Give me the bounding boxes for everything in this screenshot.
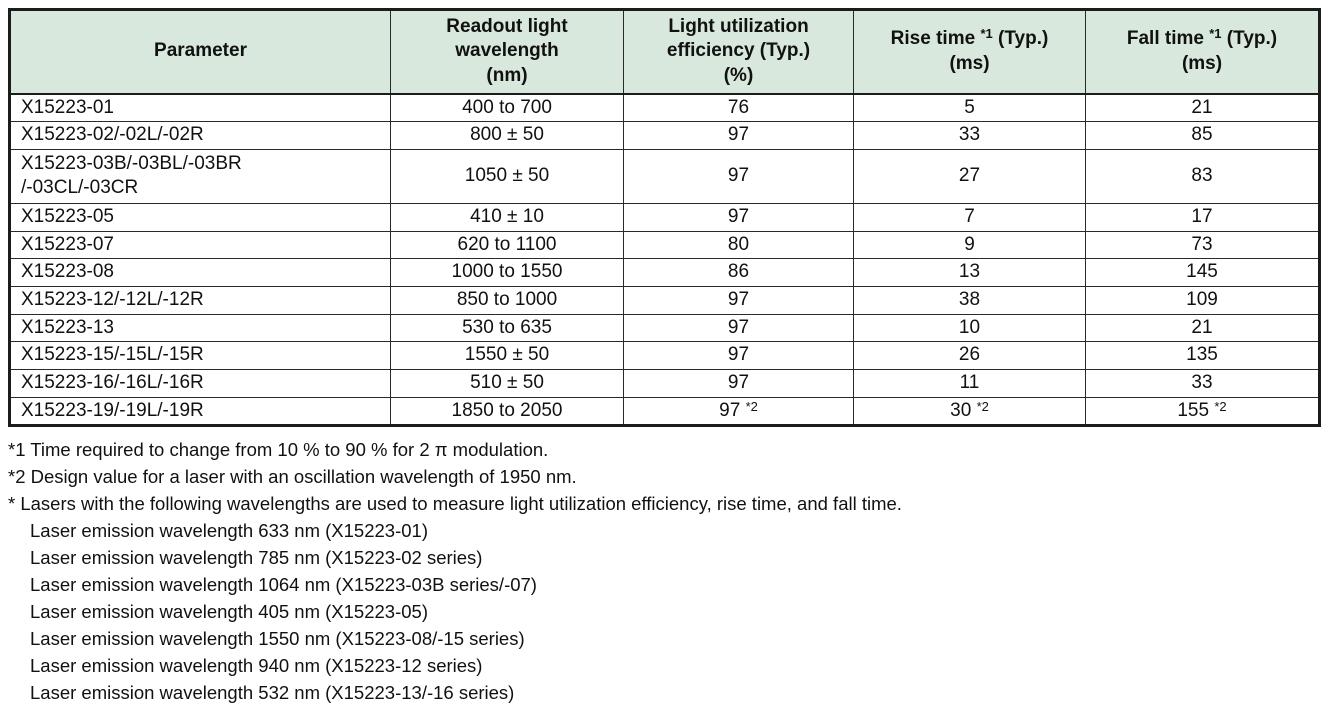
- footnote-marker: *1: [1209, 26, 1222, 42]
- footnote-marker: *1: [980, 26, 993, 42]
- cell-fall: 73: [1086, 231, 1320, 259]
- cell-efficiency: 97: [624, 122, 854, 150]
- laser-note-line: Laser emission wavelength 785 nm (X15223-02 series): [30, 547, 483, 569]
- cell-wavelength: 1000 to 1550: [391, 259, 624, 287]
- cell-parameter: X15223-05: [10, 203, 391, 231]
- cell-fall: 17: [1086, 203, 1320, 231]
- table-row: [10, 314, 1320, 342]
- cell-wavelength: 510 ± 50: [391, 370, 624, 398]
- header-col-rise-time: Rise time $^{*1}$ (Typ.) (ms): [854, 10, 1086, 94]
- cell-fall: 83: [1086, 149, 1320, 203]
- cell-rise: 10: [854, 314, 1086, 342]
- footnote-line: * Lasers with the following wavelengths are used to measure light utilization efficiency, rise time, and fall time.: [8, 493, 902, 515]
- cell-efficiency: 97 $^{*2}$: [624, 397, 854, 426]
- footnote-line: *2 Design value for a laser with an oscillation wavelength of 1950 nm.: [8, 466, 577, 488]
- cell-efficiency: 97: [624, 286, 854, 314]
- spec-table: [8, 8, 1321, 427]
- header-row: [10, 10, 1320, 94]
- laser-note-line: Laser emission wavelength 633 nm (X15223-01): [30, 520, 428, 542]
- footnotes: [8, 436, 1320, 706]
- cell-rise: 11: [854, 370, 1086, 398]
- cell-fall: 33: [1086, 370, 1320, 398]
- cell-parameter: X15223-03B/-03BL/-03BR /-03CL/-03CR: [10, 149, 391, 203]
- header-col-wavelength: Readout light wavelength (nm): [391, 10, 624, 94]
- laser-note-line: Laser emission wavelength 532 nm (X15223-13/-16 series): [30, 682, 515, 704]
- cell-rise: 13: [854, 259, 1086, 287]
- table-row: [10, 397, 1320, 426]
- cell-wavelength: 530 to 635: [391, 314, 624, 342]
- cell-efficiency: 80: [624, 231, 854, 259]
- cell-wavelength: 850 to 1000: [391, 286, 624, 314]
- cell-efficiency: 76: [624, 94, 854, 122]
- cell-efficiency: 97: [624, 370, 854, 398]
- header-col-fall-time: Fall time $^{*1}$ (Typ.) (ms): [1086, 10, 1320, 94]
- cell-wavelength: 620 to 1100: [391, 231, 624, 259]
- laser-note-line: Laser emission wavelength 1550 nm (X15223-08/-15 series): [30, 628, 525, 650]
- table-row: [10, 370, 1320, 398]
- footnote-marker: *2: [745, 398, 758, 414]
- cell-fall: 21: [1086, 314, 1320, 342]
- cell-parameter: X15223-13: [10, 314, 391, 342]
- footnote-line: *1 Time required to change from 10 % to 90 % for 2 π modulation.: [8, 439, 549, 461]
- cell-parameter: X15223-01: [10, 94, 391, 122]
- laser-note-list: [8, 517, 1320, 706]
- header-col-efficiency: Light utilization efficiency (Typ.) (%): [624, 10, 854, 94]
- cell-parameter: X15223-07: [10, 231, 391, 259]
- table-row: [10, 231, 1320, 259]
- cell-fall: 21: [1086, 94, 1320, 122]
- spec-table-header: [10, 10, 1320, 94]
- table-row: [10, 94, 1320, 122]
- footnote-list: [8, 436, 1320, 517]
- cell-fall: 109: [1086, 286, 1320, 314]
- cell-rise: 33: [854, 122, 1086, 150]
- cell-wavelength: 800 ± 50: [391, 122, 624, 150]
- cell-wavelength: 1550 ± 50: [391, 342, 624, 370]
- cell-wavelength: 1050 ± 50: [391, 149, 624, 203]
- cell-wavelength: 410 ± 10: [391, 203, 624, 231]
- laser-note-line: Laser emission wavelength 940 nm (X15223-12 series): [30, 655, 483, 677]
- table-row: [10, 122, 1320, 150]
- cell-parameter: X15223-02/-02L/-02R: [10, 122, 391, 150]
- cell-parameter: X15223-19/-19L/-19R: [10, 397, 391, 426]
- laser-note-line: Laser emission wavelength 405 nm (X15223-05): [30, 601, 428, 623]
- cell-efficiency: 86: [624, 259, 854, 287]
- table-row: [10, 259, 1320, 287]
- cell-efficiency: 97: [624, 314, 854, 342]
- cell-efficiency: 97: [624, 149, 854, 203]
- cell-rise: 5: [854, 94, 1086, 122]
- cell-fall: 85: [1086, 122, 1320, 150]
- cell-fall: 145: [1086, 259, 1320, 287]
- cell-rise: 7: [854, 203, 1086, 231]
- table-row: [10, 286, 1320, 314]
- cell-efficiency: 97: [624, 342, 854, 370]
- header-col-parameter: Parameter: [10, 10, 391, 94]
- table-row: [10, 149, 1320, 203]
- cell-fall: 155 $^{*2}$: [1086, 397, 1320, 426]
- cell-efficiency: 97: [624, 203, 854, 231]
- cell-fall: 135: [1086, 342, 1320, 370]
- cell-parameter: X15223-16/-16L/-16R: [10, 370, 391, 398]
- cell-rise: 26: [854, 342, 1086, 370]
- cell-rise: 30 $^{*2}$: [854, 397, 1086, 426]
- laser-note-line: Laser emission wavelength 1064 nm (X15223-03B series/-07): [30, 574, 537, 596]
- footnote-marker: *2: [976, 398, 989, 414]
- cell-rise: 27: [854, 149, 1086, 203]
- table-row: [10, 203, 1320, 231]
- cell-wavelength: 400 to 700: [391, 94, 624, 122]
- cell-rise: 9: [854, 231, 1086, 259]
- cell-parameter: X15223-15/-15L/-15R: [10, 342, 391, 370]
- cell-parameter: X15223-08: [10, 259, 391, 287]
- spec-table-body: [10, 94, 1320, 426]
- cell-wavelength: 1850 to 2050: [391, 397, 624, 426]
- cell-rise: 38: [854, 286, 1086, 314]
- cell-parameter: X15223-12/-12L/-12R: [10, 286, 391, 314]
- table-row: [10, 342, 1320, 370]
- footnote-marker: *2: [1214, 398, 1227, 414]
